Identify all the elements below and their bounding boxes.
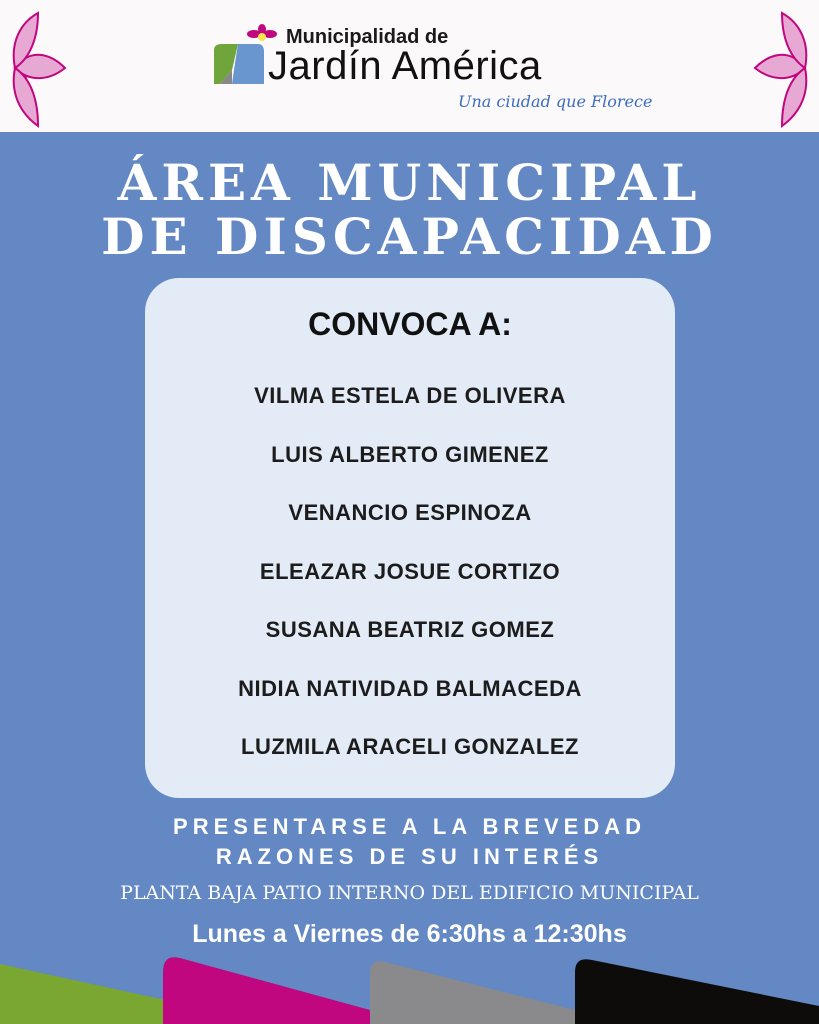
header	[0, 0, 819, 132]
black-shape	[575, 959, 819, 1024]
logo-main-text: Jardín América	[268, 44, 542, 88]
logo-top-text: Municipalidad de	[286, 26, 449, 48]
decorative-bottom-shapes	[0, 940, 819, 1024]
instruction-line-2: RAZONES DE SU INTERÉS	[215, 844, 604, 869]
instruction-line-1: PRESENTARSE A LA BREVEDAD	[173, 814, 646, 839]
card-heading: CONVOCA A:	[308, 306, 512, 342]
names-card	[145, 278, 675, 798]
page-title	[0, 153, 819, 266]
title-line-1: ÁREA MUNICIPAL	[117, 153, 702, 212]
list-item: VENANCIO ESPINOZA	[288, 500, 532, 525]
location-text: PLANTA BAJA PATIO INTERNO DEL EDIFICIO MUNICIPAL	[120, 882, 699, 904]
list-item: SUSANA BEATRIZ GOMEZ	[265, 617, 555, 642]
list-item: NIDIA NATIVIDAD BALMACEDA	[238, 675, 582, 701]
list-item: VILMA ESTELA DE OLIVERA	[254, 383, 566, 408]
list-item: LUIS ALBERTO GIMENEZ	[271, 441, 549, 467]
list-item: LUZMILA ARACELI GONZALEZ	[241, 734, 579, 759]
title-line-2: DE DISCAPACIDAD	[101, 207, 718, 266]
list-item: ELEAZAR JOSUE CORTIZO	[259, 558, 561, 584]
schedule-text: Lunes a Viernes de 6:30hs a 12:30hs	[192, 920, 627, 948]
magenta-shape	[163, 957, 370, 1024]
names-list	[145, 367, 675, 777]
flower-left-icon	[0, 8, 70, 128]
green-shape	[0, 964, 165, 1024]
gray-shape	[370, 961, 575, 1024]
logo-tagline: Una ciudad que Florece	[458, 92, 653, 111]
flower-right-icon	[750, 8, 819, 128]
